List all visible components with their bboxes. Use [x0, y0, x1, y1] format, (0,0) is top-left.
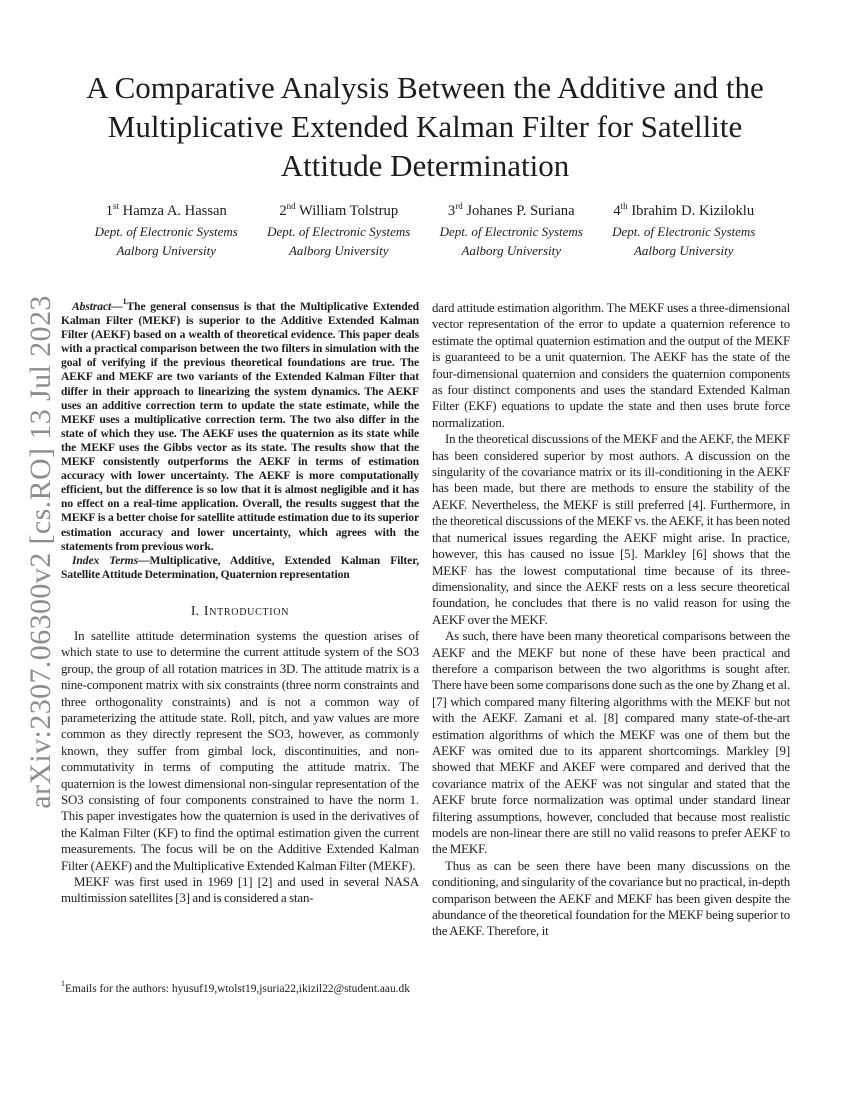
author-university: Aalborg University	[633, 242, 734, 258]
paragraph-conclusion-lead: Thus as can be seen there have been many discussions on the conditioning, and singularity of the covariance but no practical, in-depth comparison between the AEKF and MEKF has been given despite the abundance of the theoretical foundation for the MEKF being superior to the AEKF. Therefore, it	[432, 858, 790, 939]
paragraph-comparisons: As such, there have been many theoretical comparisons between the AEKF and the MEKF but none of these have been practical and therefore a comparison between the two algorithms is sought after. There have been some comparisons done such as the one by Zhang et al. [7] which compared many filtering algorithms with the MEKF but not with the AEKF. Zamani et al. [8] compared many state-of-the-art estimation algorithms of which the MEKF was one of them but the AEKF was omited due to its apparent shortcomings. Markley [9] showed that MEKF and AKEF were compared and derived that the covariance matrix of the AEKF was not singular and stated that the AEKF brute force normalization was optimal under standard linear filtering assumptions, however, concluded that because most realistic models are non-linear there are still no valid reasons to prefer AEKF to the MEKF.	[432, 629, 790, 857]
author-3	[425, 203, 598, 260]
author-department: Dept. of Electronic Systems	[267, 224, 411, 239]
author-emails-footnote	[61, 979, 423, 996]
author-fullname: Hamza A. Hassan	[119, 203, 227, 219]
paragraph-theory-discussion: In the theoretical discussions of the MEKF and the AEKF, the MEKF has been considered superior by most authors. A discussion on the singularity of the covariance matrix or its ill-conditioning in the AEKF has been made, but there are methods to ensure the stability of the AEKF. Nevertheless, the MEKF is still preferred [4]. Furthermore, in the theoretical discussions of the MEKF vs. the AEKF, it has been noted that numerical issues regarding the AEKF might arise. In practice, however, this has caused no issue [5]. Markley [6] shows that the MEKF has the lowest computational time because of its three-dimensionality, and since the AEKF rests on a less secure theoretical foundation, he concludes that there is no valid reason for using the AEKF over the MEKF.	[432, 432, 790, 627]
author-fullname: Johanes P. Suriana	[462, 203, 575, 219]
author-fullname: Ibrahim D. Kiziloklu	[627, 203, 755, 219]
right-column	[432, 300, 790, 940]
paper-title: A Comparative Analysis Between the Additive and the Multiplicative Extended Kalman Filter for Satellite Attitude Determination	[86, 70, 764, 183]
paragraph-intro-1: In satellite attitude determination systems the question arises of which state to use to determine the current attitude system of the SO3 group, the group of all rotation matrices in 3D. The attitude matrix is a nine-component matrix with six constraints (three norm constraints and three orthogonality constraints) and is not a common way of parameterizing the attitude state. Roll, pitch, and yaw values are more common as they directly represent the SO3, however, as commonly known, they suffer from gimbal lock, discontinuities, and non-commutativity in terms of computing the attitude matrix. The quaternion is the lowest dimensional non-singular representation of the SO3 consisting of four components constrained to have the norm 1. This paper investigates how the quaternion is used in the derivatives of the Kalman Filter (KF) to find the optimal estimation given the current measurements. The focus will be on the Additive Extended Kalman Filter (AEKF) and the Multiplicative Extended Kalman Filter (MEKF).	[61, 628, 419, 873]
author-ordinal: 3	[447, 203, 456, 219]
author-ordinal-suffix: st	[112, 201, 119, 212]
author-university: Aalborg University	[288, 242, 389, 258]
author-name	[598, 203, 771, 220]
author-name	[425, 203, 598, 220]
index-terms	[61, 554, 419, 582]
author-department: Dept. of Electronic Systems	[612, 224, 756, 239]
author-4	[598, 203, 771, 260]
footnote-marker: 1	[122, 297, 127, 307]
authors-row	[80, 203, 770, 260]
arxiv-watermark: arXiv:2307.06300v2 [cs.RO] 13 Jul 2023	[24, 295, 57, 809]
author-ordinal-suffix: th	[620, 201, 628, 212]
section-number: I.	[190, 602, 199, 618]
author-1	[80, 203, 253, 260]
author-department: Dept. of Electronic Systems	[94, 224, 238, 239]
author-ordinal: 2	[279, 203, 287, 219]
author-ordinal-suffix: nd	[286, 201, 296, 212]
section-heading-introduction	[61, 602, 419, 619]
abstract-label: Abstract—	[72, 300, 123, 313]
paragraph-intro-2: MEKF was first used in 1969 [1] [2] and used in several NASA multimission satellites [3] and is considered a stan-	[61, 874, 419, 906]
index-terms-text: Multiplicative, Additive, Extended Kalman Filter, Satellite Attitude Determination, Quaternion representation	[61, 553, 420, 581]
author-name	[253, 203, 426, 220]
author-ordinal: 1	[105, 203, 113, 219]
author-ordinal-suffix: rd	[455, 201, 463, 212]
author-university: Aalborg University	[461, 242, 562, 258]
author-fullname: William Tolstrup	[295, 203, 399, 219]
paragraph-continuation: dard attitude estimation algorithm. The MEKF uses a three-dimensional vector representation of the error to update a quaternion reference to estimate the optimal quaternion estimation and the output of the MEKF is guaranteed to be a unit quaternion. The AEKF has the state of the four-dimensional quaternion and considers the quaternion components as four distinct components and uses the standard Extended Kalman Filter (EKF) equations to update the state and then uses brute force normalization.	[432, 301, 790, 430]
author-university: Aalborg University	[116, 242, 217, 258]
author-ordinal: 4	[613, 203, 621, 219]
index-terms-label: Index Terms—	[72, 553, 150, 567]
author-name	[80, 203, 253, 220]
section-title: Introduction	[203, 602, 290, 618]
footnote-marker: 1	[61, 979, 65, 989]
left-column	[61, 297, 420, 907]
author-department: Dept. of Electronic Systems	[439, 224, 583, 239]
abstract	[61, 297, 419, 554]
footnote-text: Emails for the authors: hyusuf19,wtolst19,jsuria22,ikizil22@student.aau.dk	[65, 983, 410, 995]
abstract-text: The general consensus is that the Multiplicative Extended Kalman Filter (MEKF) is superior to the Additive Extended Kalman Filter (AEKF) based on a wealth of theoretical evidence. This paper deals with a practical comparison between the two filters in simulation with the goal of verifying if the previous theoretical foundations are true. The AEKF and MEKF are two variants of the Extended Kalman Filter that differ in their approach to linearizing the system dynamics. The AEKF uses an additive correction term to update the state estimate, while the MEKF uses a multiplicative correction term. The two also differ in the state of which they use. The AEKF uses the quaternion as its state while the MEKF uses the Gibbs vector as its state. The results show that the MEKF consistently outperforms the AEKF in terms of estimation accuracy with lower uncertainty. The AEKF is more computationally efficient, but the difference is so low that it is almost negligible and it has no effect on a real-time application. Overall, the results suggest that the MEKF is a better choise for satellite attitude estimation due to its superior estimation accuracy and lower uncertainty, which agrees with the statements from previous work.	[61, 300, 419, 553]
author-2	[253, 203, 426, 260]
